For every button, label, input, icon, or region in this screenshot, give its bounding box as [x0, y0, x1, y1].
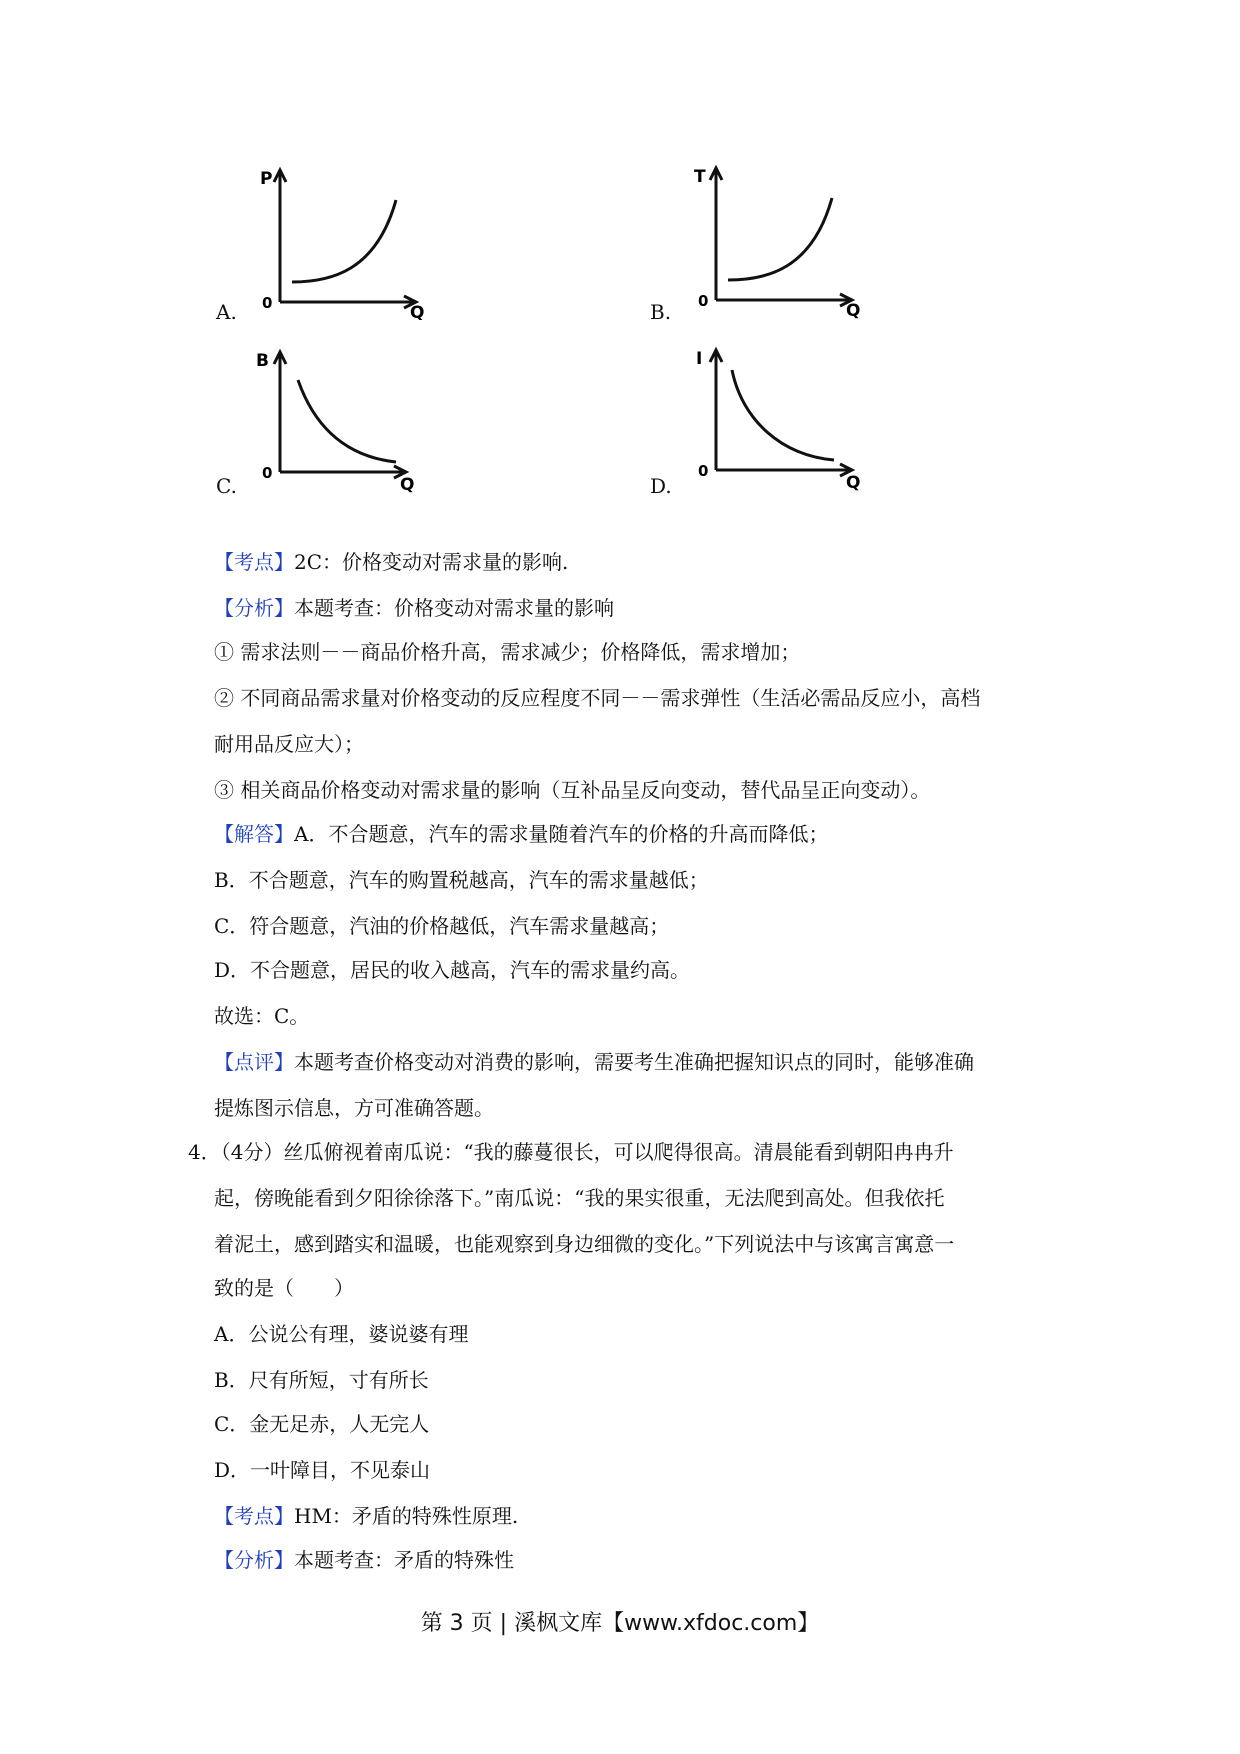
dianping-tag: 【点评】 [214, 1050, 294, 1074]
fenxi-text-2: 本题考查：矛盾的特殊性 [294, 1548, 514, 1572]
chart-a-origin: 0 [262, 294, 273, 312]
kaodian-tag-2: 【考点】 [214, 1504, 294, 1528]
analysis-point-3: ③ 相关商品价格变动对需求量的影响（互补品呈反向变动，替代品呈正向变动）。 [214, 778, 931, 802]
jieda-text: A．不合题意，汽车的需求量随着汽车的价格的升高而降低； [294, 822, 829, 846]
chart-c [250, 340, 490, 500]
chart-c-option: C. [216, 474, 237, 498]
chart-d-option: D. [650, 474, 672, 498]
kaodian-tag: 【考点】 [214, 550, 294, 574]
jieda-tag: 【解答】 [214, 822, 294, 846]
chart-a [250, 160, 490, 320]
question-4-option-c: C．金无足赤，人无完人 [214, 1412, 430, 1436]
fenxi-line-2 [214, 1546, 514, 1574]
chart-c-y-label: B [256, 351, 269, 371]
kaodian-text: 2C：价格变动对需求量的影响. [294, 550, 569, 574]
jieda-b: B．不合题意，汽车的购置税越高，汽车的需求量越低； [214, 868, 709, 892]
analysis-point-2a: ② 不同商品需求量对价格变动的反应程度不同－－需求弹性（生活必需品反应小，高档 [214, 686, 981, 710]
analysis-point-2b: 耐用品反应大）； [214, 732, 364, 756]
question-4-line-2: 起，傍晚能看到夕阳徐徐落下。”南瓜说：“我的果实很重，无法爬到高处。但我依托 [214, 1186, 945, 1210]
chart-a-option: A. [216, 300, 237, 324]
question-4-option-a: A．公说公有理，婆说婆有理 [214, 1322, 469, 1346]
dianping-text: 本题考查价格变动对消费的影响，需要考生准确把握知识点的同时，能够准确 [294, 1050, 974, 1074]
question-4-line-1: 4．（4分）丝瓜俯视着南瓜说：“我的藤蔓很长，可以爬得很高。清晨能看到朝阳冉冉升 [188, 1140, 954, 1164]
answer-line: 故选：C。 [214, 1004, 310, 1028]
chart-a-svg [250, 160, 490, 320]
fenxi-line-1 [214, 594, 614, 622]
chart-d-origin: 0 [698, 462, 709, 480]
chart-b [686, 160, 926, 320]
jieda-line [214, 820, 828, 848]
kaodian-line-1 [214, 548, 568, 576]
chart-d-x-label: Q [846, 473, 861, 493]
jieda-c: C．符合题意，汽油的价格越低，汽车需求量越高； [214, 914, 670, 938]
fenxi-tag: 【分析】 [214, 596, 294, 620]
question-4-line-4: 致的是（ ） [214, 1276, 354, 1300]
chart-b-option: B. [650, 300, 672, 324]
dianping-line [214, 1048, 974, 1076]
kaodian-text-2: HM：矛盾的特殊性原理. [294, 1504, 519, 1528]
chart-c-origin: 0 [262, 464, 273, 482]
fenxi-tag-2: 【分析】 [214, 1548, 294, 1572]
chart-b-svg [686, 160, 926, 320]
chart-b-origin: 0 [698, 292, 709, 310]
chart-c-x-label: Q [400, 475, 415, 495]
chart-a-y-label: P [260, 169, 273, 189]
jieda-d: D．不合题意，居民的收入越高，汽车的需求量约高。 [214, 958, 691, 982]
fenxi-text: 本题考查：价格变动对需求量的影响 [294, 596, 614, 620]
analysis-point-1: ① 需求法则－－商品价格升高，需求减少；价格降低，需求增加； [214, 640, 801, 664]
chart-a-x-label: Q [410, 303, 425, 320]
dianping-line-2: 提炼图示信息，方可准确答题。 [214, 1096, 494, 1120]
chart-c-svg [250, 340, 490, 500]
page-footer: 第 3 页 | 溪枫文库【www.xfdoc.com】 [420, 1611, 820, 1636]
question-4-line-3: 着泥土，感到踏实和温暖，也能观察到身边细微的变化。”下列说法中与该寓言寓意一 [214, 1232, 955, 1256]
chart-d [686, 340, 926, 500]
question-4-option-d: D．一叶障目，不见泰山 [214, 1458, 431, 1482]
chart-d-svg [686, 340, 926, 500]
chart-b-x-label: Q [846, 301, 861, 320]
chart-d-y-label: I [696, 349, 703, 369]
kaodian-line-2 [214, 1502, 518, 1530]
chart-b-y-label: T [694, 167, 706, 187]
question-4-option-b: B．尺有所短，寸有所长 [214, 1368, 429, 1392]
